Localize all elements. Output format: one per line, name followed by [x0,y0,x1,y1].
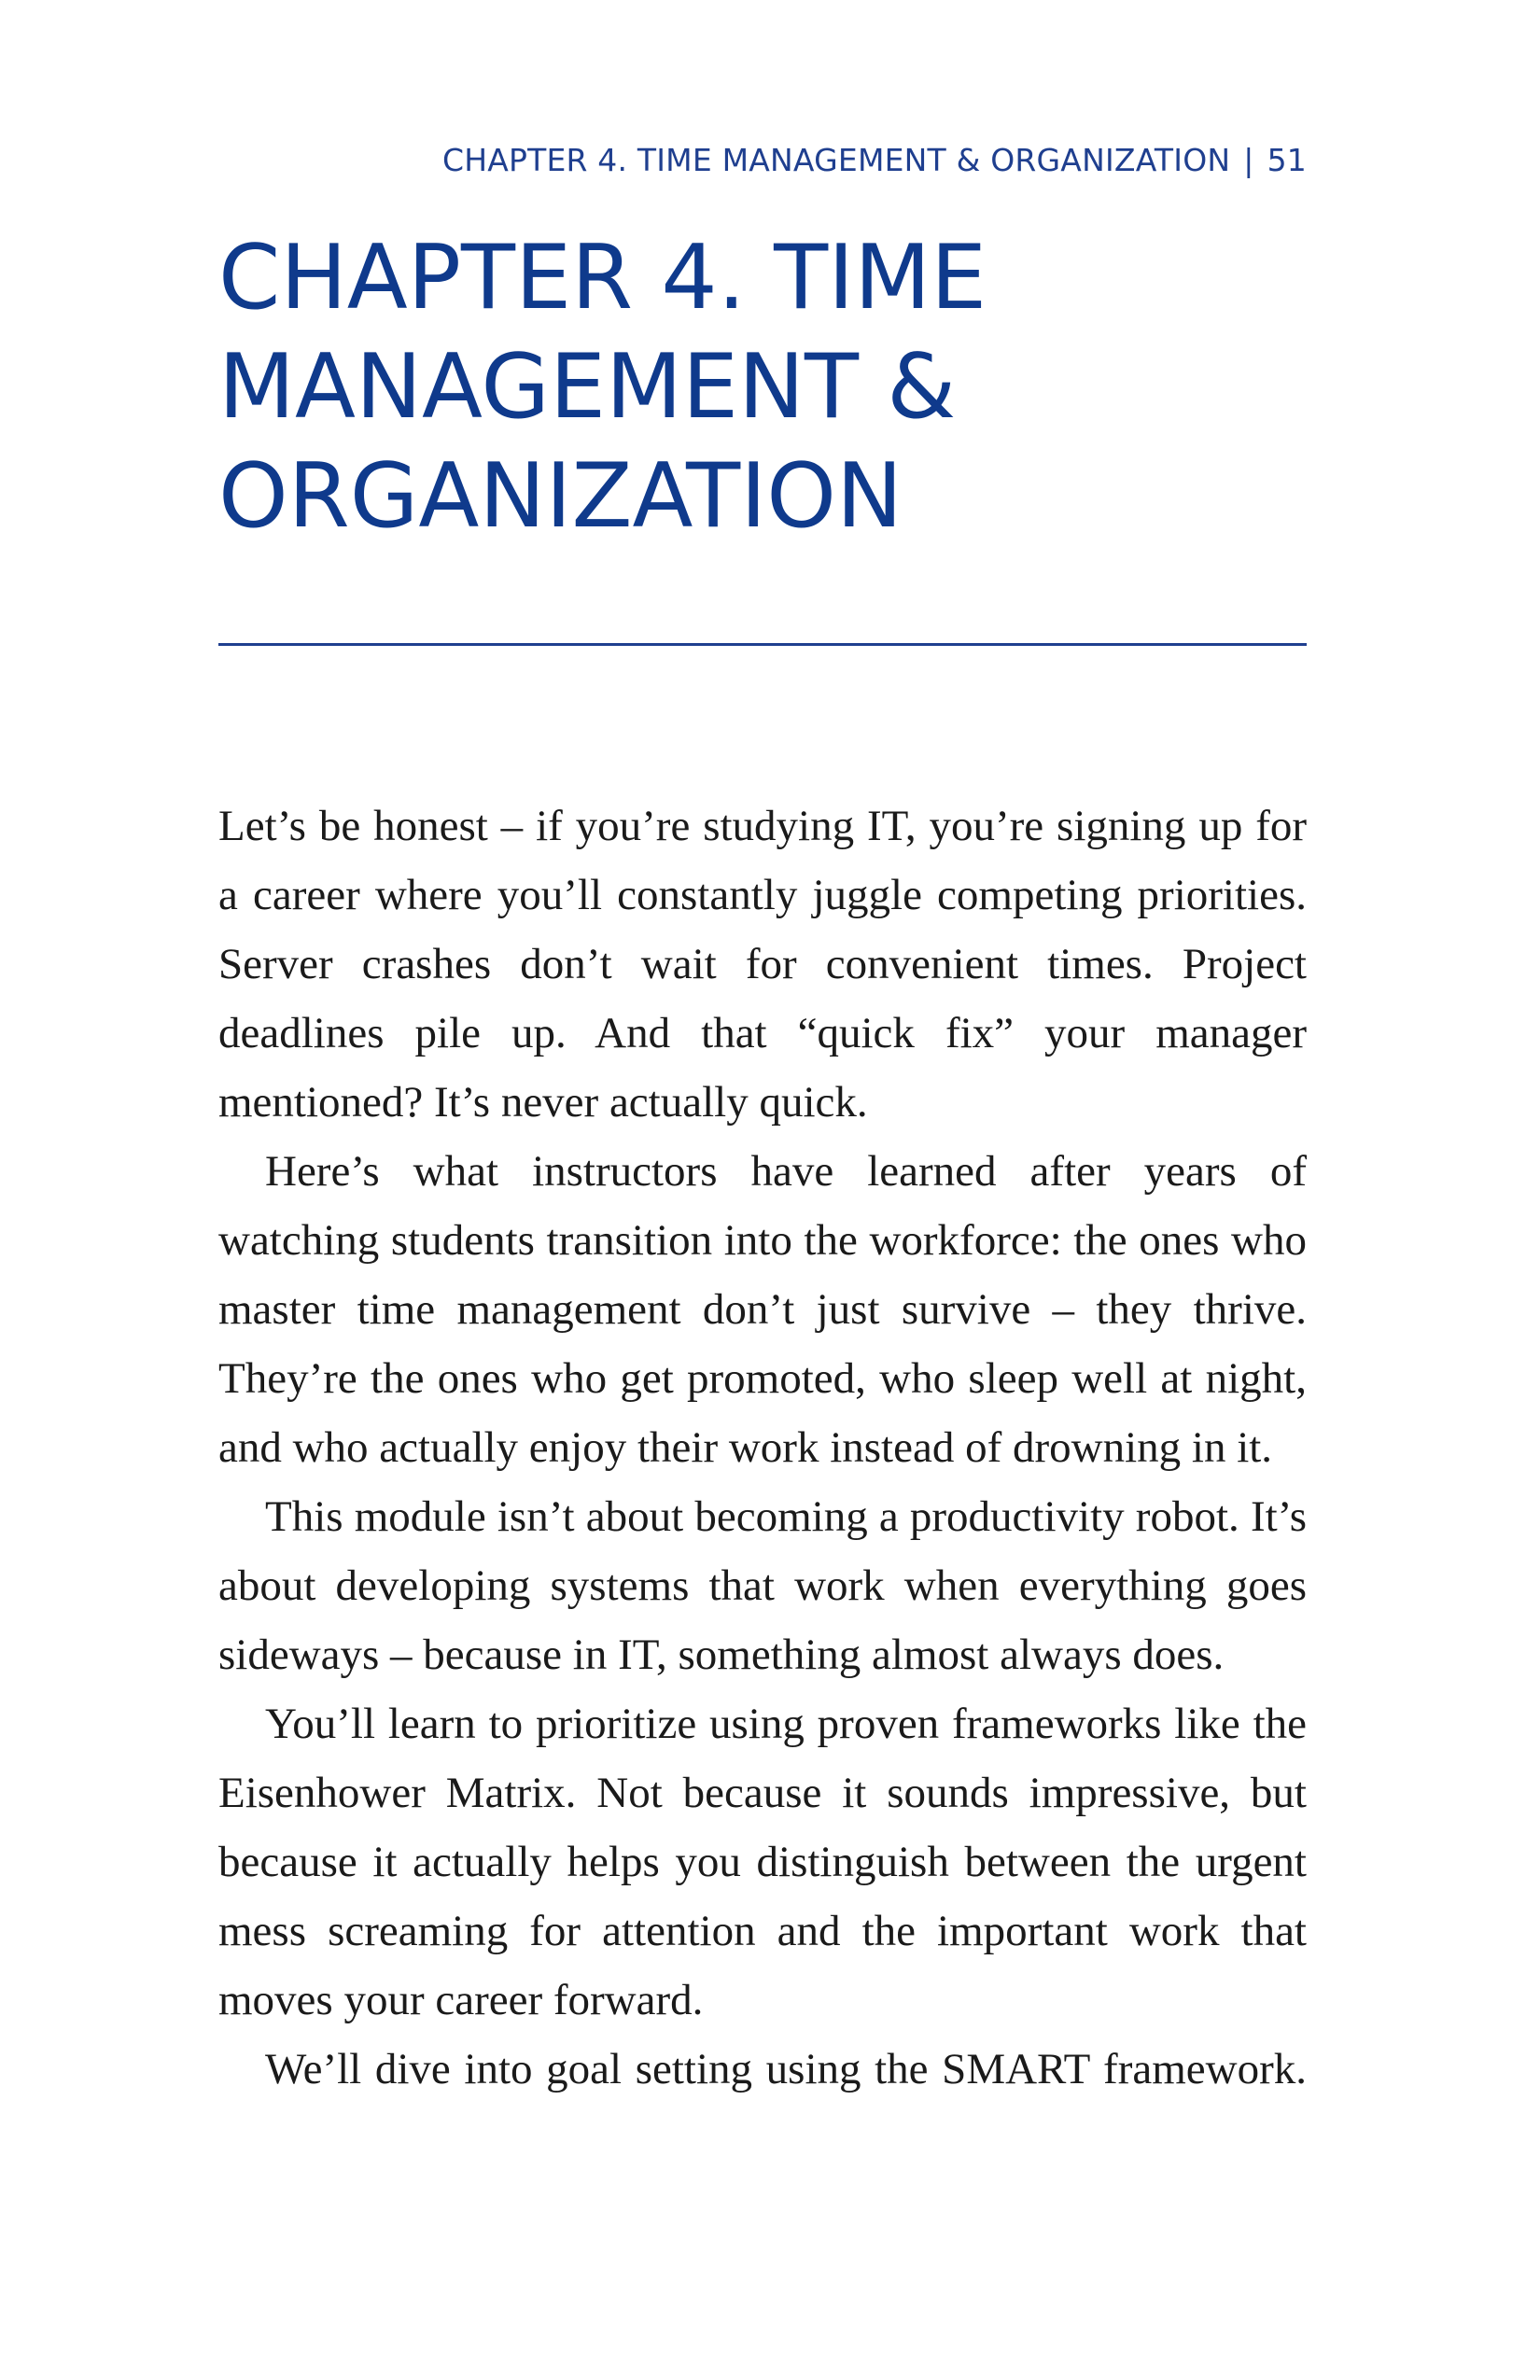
running-header-title: CHAPTER 4. TIME MANAGEMENT & ORGANIZATION [441,142,1231,178]
chapter-title-line-2: MANAGEMENT & [218,336,957,439]
paragraph-1: Let’s be honest – if you’re studying IT, you’re signing up for a career where you’ll constantly juggle competing priorities. Server crashes don’t wait for convenient times. Project deadlines pile up. And that “quick fix” your manager mentioned? It’s never actually quick. [218,802,1307,1127]
paragraph-3: This module isn’t about becoming a productivity robot. It’s about developing systems that work when everything goes sideways – because in IT, something almost always does. [218,1492,1307,1679]
chapter-title-line-3: ORGANIZATION [218,445,903,548]
running-header [442,142,1307,178]
paragraph-5: We’ll dive into goal setting using the SMART framework. [265,2045,1307,2093]
chapter-title-line-1: CHAPTER 4. TIME [218,227,987,329]
page-number: 51 [1267,142,1307,178]
title-divider-rule [218,643,1307,646]
running-header-separator: | [1243,142,1254,178]
chapter-body [218,791,1307,2104]
paragraph-4: You’ll learn to prioritize using proven frameworks like the Eisenhower Matrix. Not because it sounds impressive, but because it actually helps you distinguish between the urgent mess screaming for attention and the important work that moves your career forward. [218,1700,1307,2024]
paragraph-2: Here’s what instructors have learned after years of watching students transition into the workforce: the ones who master time management don’t just survive – they thrive. They’re the ones who get promoted, who sleep well at night, and who actually enjoy their work instead of drowning in it. [218,1147,1307,1472]
chapter-title [218,224,1320,552]
